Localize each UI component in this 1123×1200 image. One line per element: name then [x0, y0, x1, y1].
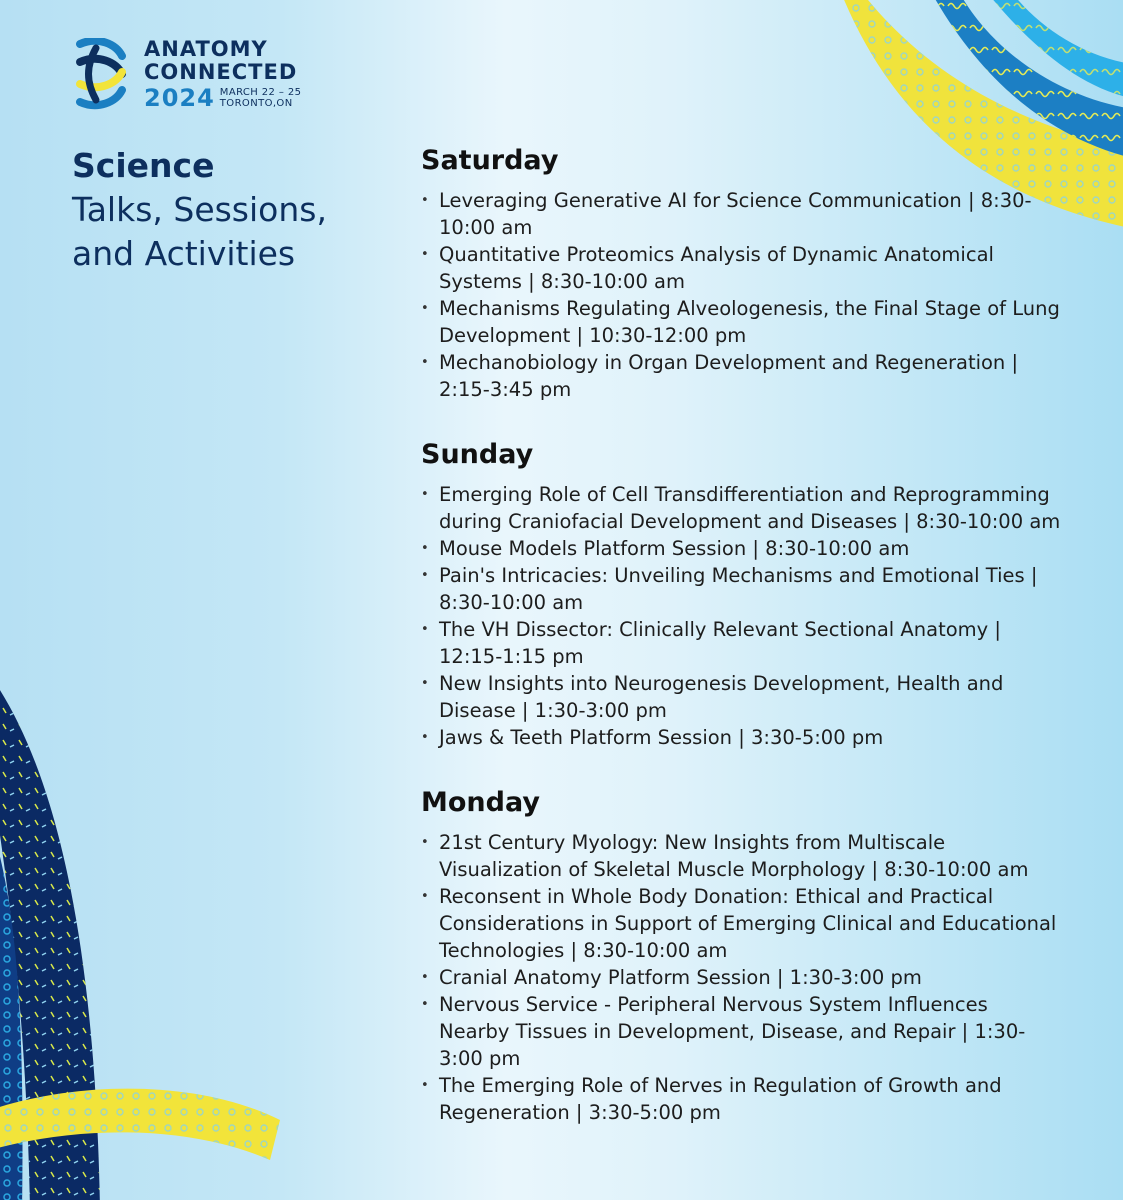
- day-saturday: [421, 143, 1061, 403]
- session-list: [421, 187, 1061, 403]
- session-item: • Jaws & Teeth Platform Session | 3:30-5:00 pm: [421, 724, 1061, 751]
- session-item: • New Insights into Neurogenesis Development, Health and Disease | 1:30-3:00 pm: [421, 670, 1061, 724]
- event-dates: MARCH 22 – 25: [219, 87, 302, 98]
- session-item: • 21st Century Myology: New Insights from Multiscale Visualization of Skeletal Muscle Morphology | 8:30-10:00 am: [421, 829, 1061, 883]
- session-item: • Reconsent in Whole Body Donation: Ethical and Practical Considerations in Support of Emerging Clinical and Educational Technologies | 8:30-10:00 am: [421, 883, 1061, 964]
- event-location: TORONTO,ON: [219, 98, 293, 109]
- bottom-left-arcs: [0, 675, 280, 1200]
- session-item: • The Emerging Role of Nerves in Regulation of Growth and Regeneration | 3:30-5:00 pm: [421, 1072, 1061, 1126]
- page-title: [72, 144, 327, 276]
- logo-line-2: CONNECTED: [144, 60, 298, 84]
- session-item: • Pain's Intricacies: Unveiling Mechanisms and Emotional Ties | 8:30-10:00 am: [421, 562, 1061, 616]
- session-item: • Mouse Models Platform Session | 8:30-10:00 am: [421, 535, 1061, 562]
- title-line-3: and Activities: [72, 234, 296, 273]
- logo-year: 2024: [144, 84, 215, 112]
- logo-line-1: ANATOMY: [144, 37, 268, 61]
- session-list: [421, 481, 1061, 751]
- session-item: • Emerging Role of Cell Transdifferentiation and Reprogramming during Craniofacial Development and Diseases | 8:30-10:00 am: [421, 481, 1061, 535]
- day-monday: [421, 785, 1061, 1126]
- event-logo: [72, 38, 301, 111]
- session-item: • The VH Dissector: Clinically Relevant Sectional Anatomy | 12:15-1:15 pm: [421, 616, 1061, 670]
- session-item: • Quantitative Proteomics Analysis of Dynamic Anatomical Systems | 8:30-10:00 am: [421, 241, 1061, 295]
- day-sunday: [421, 437, 1061, 751]
- title-line-2: Talks, Sessions,: [72, 190, 327, 229]
- session-item: • Cranial Anatomy Platform Session | 1:30-3:00 pm: [421, 964, 1061, 991]
- day-title: Monday: [421, 787, 540, 818]
- session-item: • Leveraging Generative AI for Science Communication | 8:30-10:00 am: [421, 187, 1061, 241]
- session-item: • Mechanobiology in Organ Development and Regeneration | 2:15-3:45 pm: [421, 349, 1061, 403]
- day-title: Saturday: [421, 145, 559, 176]
- title-science: Science: [72, 146, 215, 185]
- session-item: • Nervous Service - Peripheral Nervous System Influences Nearby Tissues in Development, Disease, and Repair | 1:30-3:00 pm: [421, 991, 1061, 1072]
- session-item: • Mechanisms Regulating Alveologenesis, the Final Stage of Lung Development | 10:30-12:00 pm: [421, 295, 1061, 349]
- day-title: Sunday: [421, 439, 534, 470]
- schedule: [421, 143, 1061, 1160]
- logo-mark-icon: [72, 38, 134, 110]
- session-list: [421, 829, 1061, 1126]
